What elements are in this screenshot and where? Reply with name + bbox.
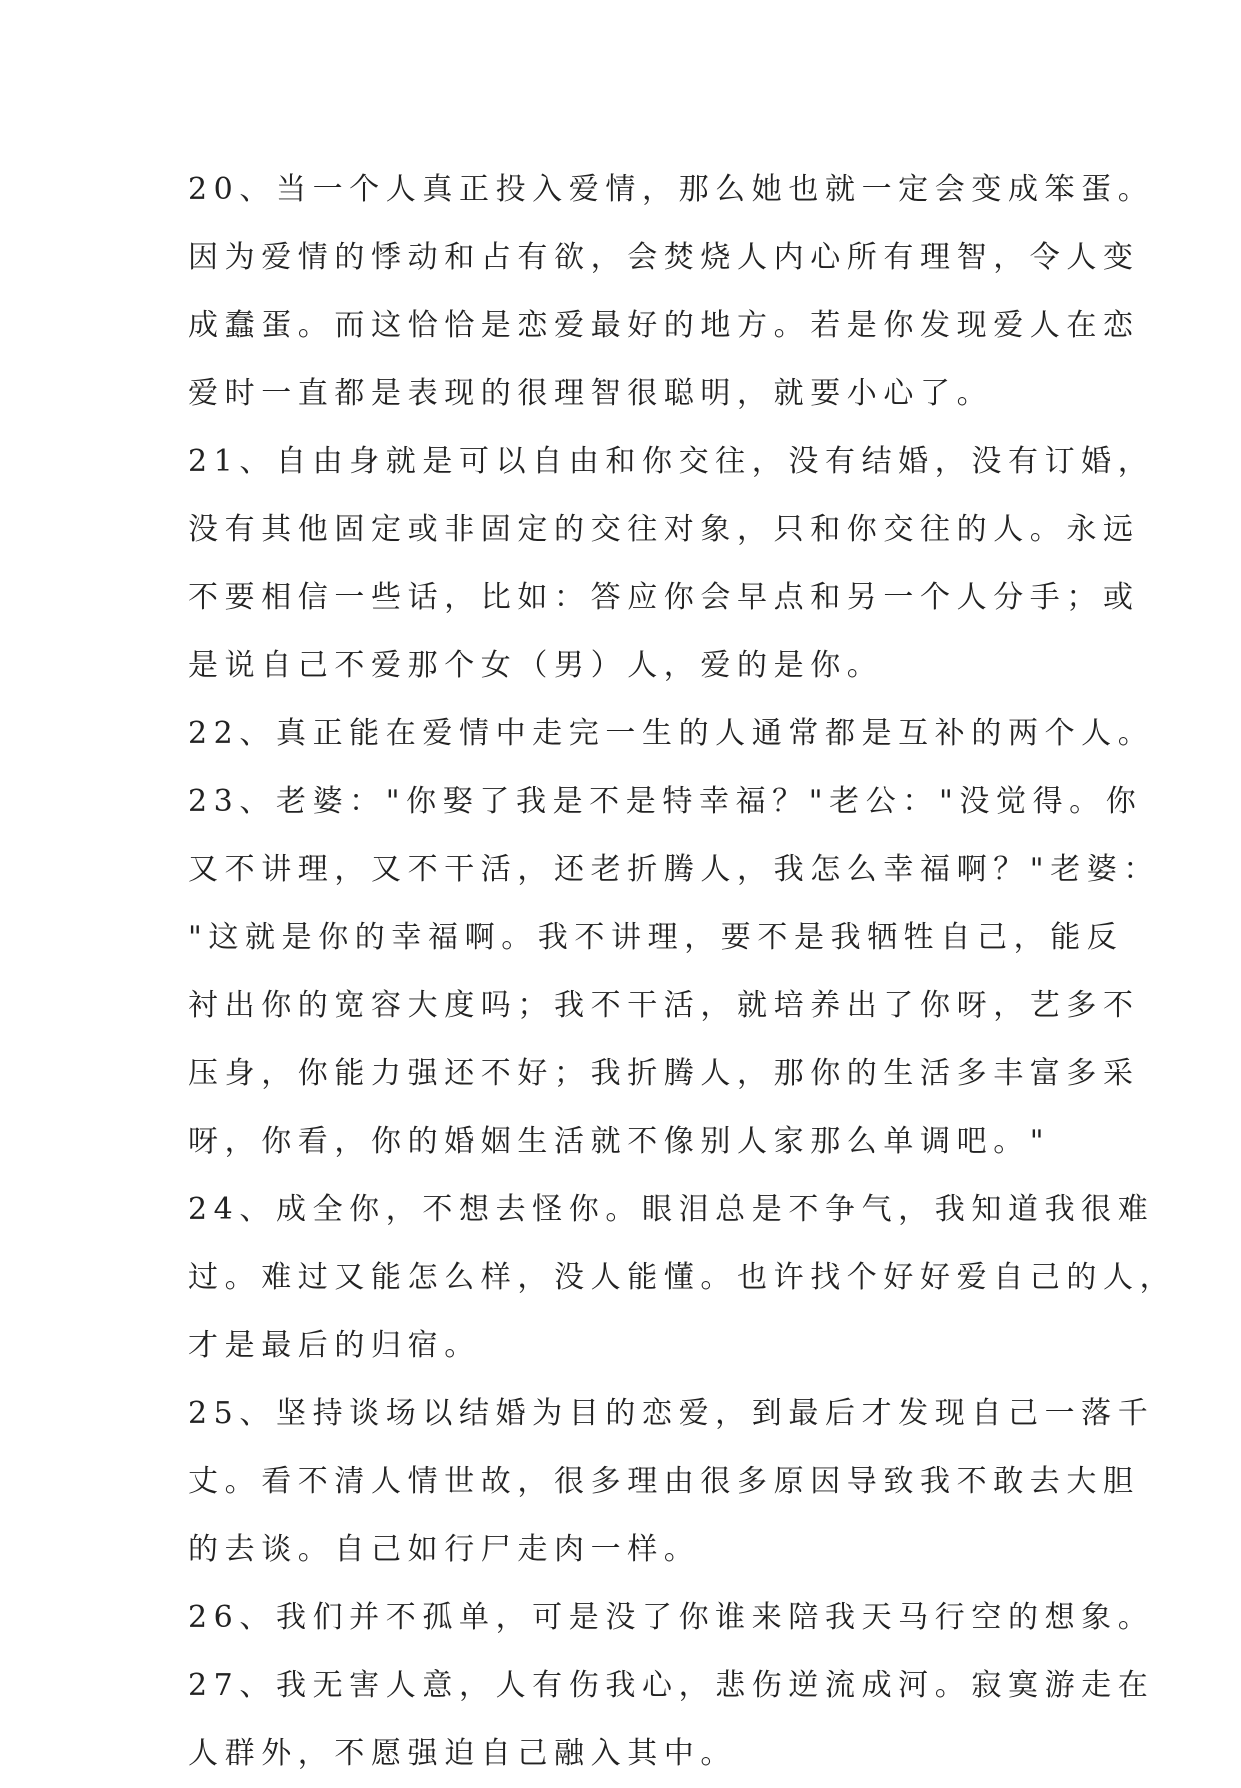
text-line: 过。难过又能怎么样，没人能懂。也许找个好好爱自己的人， xyxy=(188,1260,1177,1295)
text-line: 是说自己不爱那个女（男）人，爱的是你。 xyxy=(188,648,884,683)
text-line: 丈。看不清人情世故，很多理由很多原因导致我不敢去大胆 xyxy=(188,1464,1140,1499)
text-line: 没有其他固定或非固定的交往对象，只和你交往的人。永远 xyxy=(188,512,1140,547)
text-line: 的去谈。自己如行尸走肉一样。 xyxy=(188,1532,701,1567)
text-line: 21、自由身就是可以自由和你交往，没有结婚，没有订婚， xyxy=(188,444,1155,479)
text-line: "这就是你的幸福啊。我不讲理，要不是我牺牲自己，能反 xyxy=(188,920,1124,955)
text-line: 压身，你能力强还不好；我折腾人，那你的生活多丰富多采 xyxy=(188,1056,1140,1091)
text-line: 才是最后的归宿。 xyxy=(188,1328,481,1363)
text-line: 爱时一直都是表现的很理智很聪明，就要小心了。 xyxy=(188,376,994,411)
text-line: 衬出你的宽容大度吗；我不干活，就培养出了你呀，艺多不 xyxy=(188,988,1140,1023)
text-line: 成蠢蛋。而这恰恰是恋爱最好的地方。若是你发现爱人在恋 xyxy=(188,308,1140,343)
text-line: 呀，你看，你的婚姻生活就不像别人家那么单调吧。" xyxy=(188,1124,1051,1159)
text-line: 又不讲理，又不干活，还老折腾人，我怎么幸福啊？"老婆： xyxy=(188,852,1160,887)
text-line: 人群外，不愿强迫自己融入其中。 xyxy=(188,1736,737,1771)
text-line: 23、老婆："你娶了我是不是特幸福？"老公："没觉得。你 xyxy=(188,784,1143,819)
text-line: 因为爱情的悸动和占有欲，会焚烧人内心所有理智，令人变 xyxy=(188,240,1140,275)
text-line: 不要相信一些话，比如：答应你会早点和另一个人分手；或 xyxy=(188,580,1140,615)
text-line: 22、真正能在爱情中走完一生的人通常都是互补的两个人。 xyxy=(188,716,1155,751)
text-line: 26、我们并不孤单，可是没了你谁来陪我天马行空的想象。 xyxy=(188,1600,1155,1635)
text-line: 27、我无害人意，人有伤我心，悲伤逆流成河。寂寞游走在 xyxy=(188,1668,1155,1703)
text-line: 25、坚持谈场以结婚为目的恋爱，到最后才发现自己一落千 xyxy=(188,1396,1155,1431)
text-line: 24、成全你，不想去怪你。眼泪总是不争气，我知道我很难 xyxy=(188,1192,1155,1227)
text-line: 20、当一个人真正投入爱情，那么她也就一定会变成笨蛋。 xyxy=(188,172,1155,207)
document-body xyxy=(188,156,1177,1788)
